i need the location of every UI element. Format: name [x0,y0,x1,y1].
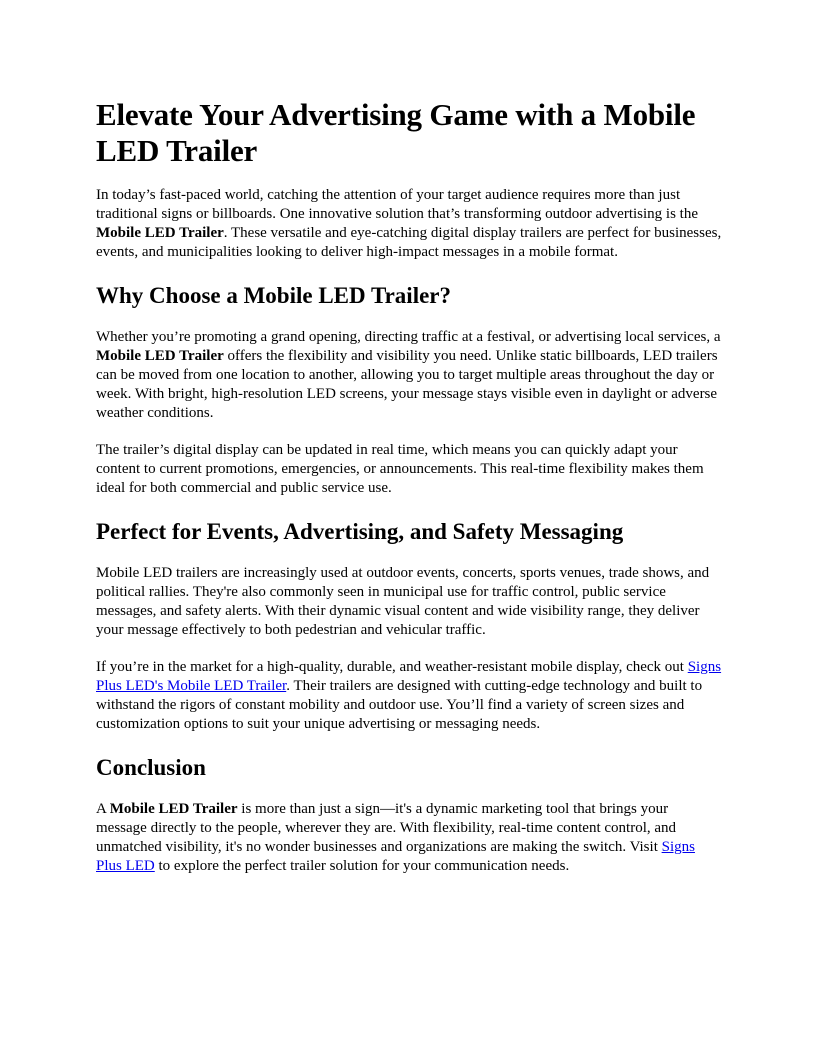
why-p1-bold-term: Mobile LED Trailer [96,348,224,364]
events-paragraph-2 [96,658,722,734]
conclusion-text-middle: is more than just a sign—it's a dynamic marketing tool that brings your message directly to the people, wherever they are. With flexibility, real-time content control, and unmatched visibility, it's no wonder businesses and organizations are making the switch. Visit [96,801,677,855]
why-paragraph-1 [96,328,722,423]
conclusion-bold-term: Mobile LED Trailer [109,801,238,817]
intro-text-end: . These versatile and eye-catching digital display trailers are perfect for businesses, events, and municipalities looking to deliver high-impact messages in a mobile format. [96,225,722,260]
heading-why-choose: Why Choose a Mobile LED Trailer? [96,283,452,308]
intro-text-start: In today’s fast-paced world, catching the attention of your target audience requires more than just traditional signs or billboards. One innovative solution that’s transforming outdoor advertising is the [96,187,698,222]
mobile-led-trailer-link[interactable]: Signs Plus LED's Mobile LED Trailer [96,659,722,694]
intro-bold-term: Mobile LED Trailer [96,225,224,241]
intro-paragraph [96,186,722,262]
why-p1-text-start: Whether you’re promoting a grand opening, directing traffic at a festival, or advertising local services, a [96,329,721,345]
document-page [96,97,722,894]
heading-conclusion: Conclusion [96,755,206,780]
heading-perfect-for-events: Perfect for Events, Advertising, and Safety Messaging [96,519,624,544]
events-paragraph-1: Mobile LED trailers are increasingly used at outdoor events, concerts, sports venues, trade shows, and political rallies. They're also commonly seen in municipal use for traffic control, public service messages, and safety alerts. With their dynamic visual content and wide visibility range, they deliver your message effectively to both pedestrian and vehicular traffic. [96,565,710,638]
events-p2-text-start: If you’re in the market for a high-quality, durable, and weather-resistant mobile display, check out [96,659,688,675]
conclusion-text-end: to explore the perfect trailer solution for your communication needs. [154,858,570,874]
conclusion-paragraph [96,800,722,876]
conclusion-text-lead: A [96,801,110,817]
why-paragraph-2: The trailer’s digital display can be updated in real time, which means you can quickly adapt your content to current promotions, emergencies, or announcements. This real-time flexibility makes them ideal for both commercial and public service use. [96,442,704,496]
page-title: Elevate Your Advertising Game with a Mobile LED Trailer [96,97,696,168]
signs-plus-led-link[interactable]: Signs Plus LED [96,839,695,874]
why-p1-text-end: offers the flexibility and visibility you need. Unlike static billboards, LED trailers can be moved from one location to another, allowing you to target multiple areas throughout the day or week. With bright, high-resolution LED screens, your message stays visible even in daylight or adverse weather conditions. [96,348,718,421]
events-p2-text-end: . Their trailers are designed with cutting-edge technology and built to withstand the rigors of constant mobility and outdoor use. You’ll find a variety of screen sizes and customization options to suit your unique advertising or messaging needs. [96,678,703,732]
